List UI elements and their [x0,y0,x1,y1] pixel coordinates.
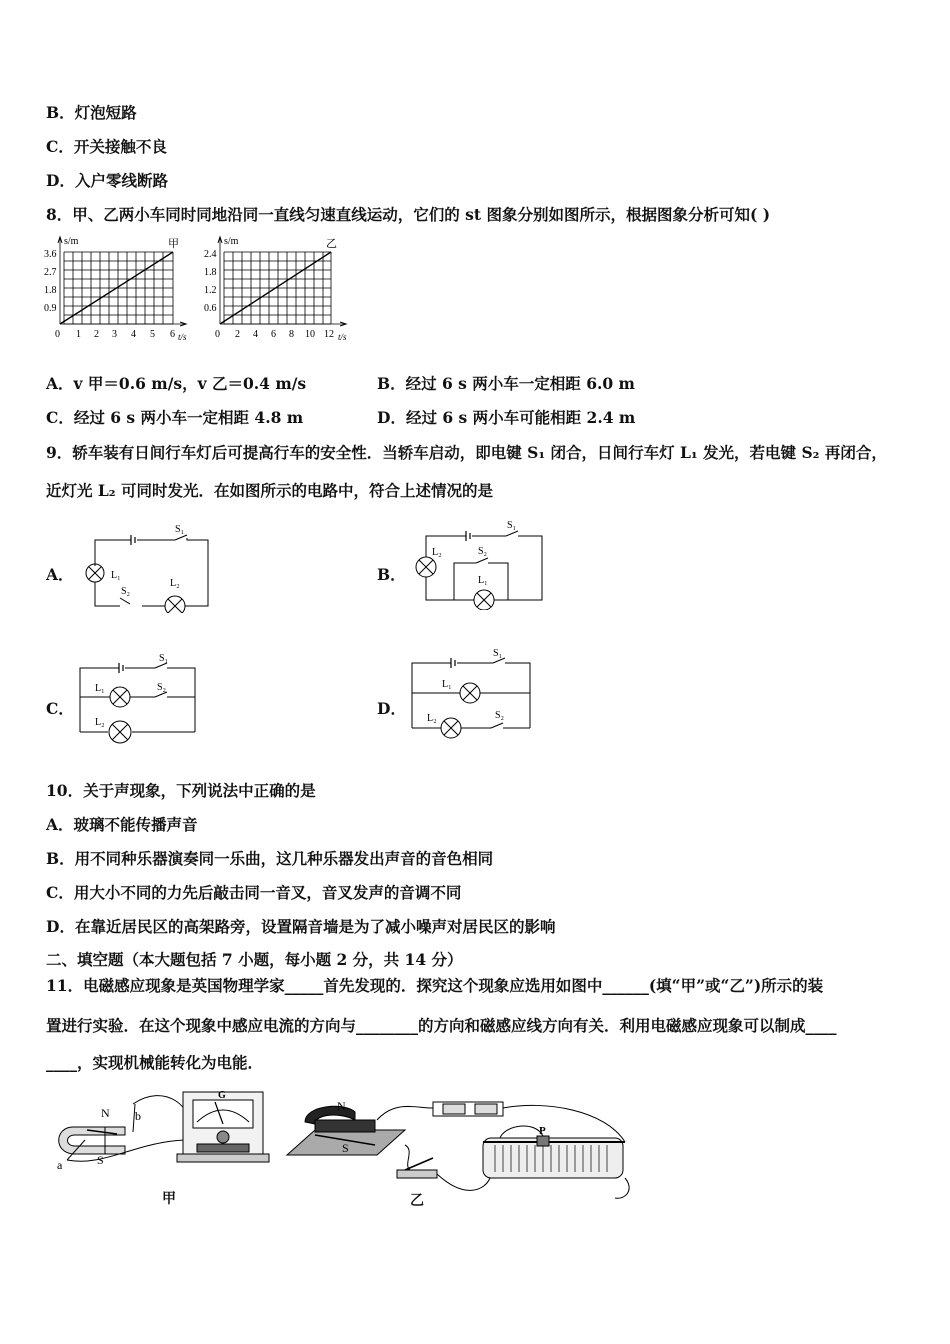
label-l2: L₂ [427,713,437,724]
label-p: P [539,1125,546,1137]
q10-option-d: D．在靠近居民区的高架路旁，设置隔音墙是为了减小噪声对居民区的影响 [46,917,556,936]
switch-s2-icon [476,558,488,563]
q7-option-b: B．灯泡短路 [46,103,137,122]
graph-jia-xtick: 4 [131,329,136,340]
switch-s1-icon [175,535,187,540]
graph-yi-ytick: 2.4 [204,249,217,260]
q10-stem: 10．关于声现象，下列说法中正确的是 [46,781,316,800]
graph-jia-xtick: 2 [94,329,99,340]
battery-icon [451,658,455,668]
q8-option-b: B．经过 6 s 两小车一定相距 6.0 m [377,374,635,393]
rheostat-icon [483,1138,623,1178]
label-s1: S₁ [493,648,503,659]
label-s1: S₁ [507,520,517,531]
label-l2: L₂ [95,717,105,728]
switch-s2-icon [491,723,503,728]
label-b: b [135,1109,141,1123]
graph-yi-xlabel: t/s [338,332,347,342]
label-l2: L₂ [170,578,180,589]
section-2-title: 二、填空题（本大题包括 7 小题，每小题 2 分，共 14 分） [46,950,463,969]
label-a: a [57,1158,63,1172]
graph-jia-ytick: 3.6 [44,249,57,260]
q11-line3: ____，实现机械能转化为电能． [46,1053,264,1072]
label-s: S [342,1141,349,1155]
label-l2: L₂ [432,547,442,558]
graph-yi-ytick: 1.2 [204,285,217,296]
graph-yi-xtick: 8 [289,329,294,340]
label-l1: L₁ [478,575,488,586]
graph-jia-ylabel: s/m [64,236,79,247]
battery-icon [119,663,123,673]
graph-jia-ytick: 2.7 [44,267,57,278]
q10-option-b: B．用不同种乐器演奏同一乐曲，这几种乐器发出声音的音色相同 [46,849,494,868]
battery-icon [466,531,470,541]
graph-jia-ytick: 0.9 [44,303,57,314]
graph-yi-xtick: 2 [235,329,240,340]
label-n: N [101,1106,110,1120]
caption-jia: 甲 [162,1191,176,1207]
label-s2: S₂ [478,546,488,557]
lamp-l2-icon [165,596,185,613]
q8-stem: 8．甲、乙两小车同时同地沿同一直线匀速直线运动，它们的 st 图象分别如图所示，根据图象分析可知( ) [46,205,771,224]
q8-option-c: C．经过 6 s 两小车一定相距 4.8 m [46,408,304,427]
circuit-b [410,515,555,610]
label-l1: L₁ [442,679,452,690]
q9-label-a: A． [46,565,74,584]
q9-stem-line2: 近灯光 L₂ 可同时发光．在如图所示的电路中，符合上述情况的是 [46,481,493,500]
graph-yi-ytick: 1.8 [204,267,217,278]
label-l1: L₁ [95,683,105,694]
q9-label-b: B． [377,565,406,584]
label-s2: S₂ [121,586,131,597]
label-g: G [218,1090,226,1101]
graph-jia-xlabel: t/s [178,332,187,342]
figure-yi [285,1090,645,1205]
graph-yi-xtick: 10 [305,329,315,340]
graph-yi-xtick: 0 [215,329,220,340]
q10-option-a: A．玻璃不能传播声音 [46,815,198,834]
graph-yi-ylabel: s/m [224,236,239,247]
q7-option-c: C．开关接触不良 [46,137,167,156]
circuit-c [75,650,205,750]
figure-jia [45,1082,280,1172]
q11-line2: 置进行实验．在这个现象中感应电流的方向与________的方向和磁感应线方向有关．利用电磁感应现象可以制成____ [46,1016,837,1035]
battery-icon [131,535,135,545]
graph-jia-xtick: 1 [76,329,81,340]
circuit-a [75,518,220,613]
graph-jia-xtick: 5 [150,329,155,340]
label-n: N [337,1099,346,1113]
q7-option-d: D．入户零线断路 [46,171,168,190]
q8-option-a: A．v 甲＝0.6 m/s，v 乙＝0.4 m/s [46,374,307,393]
q8-option-d: D．经过 6 s 两小车可能相距 2.4 m [377,408,636,427]
graph-jia [40,232,200,344]
graph-jia-xtick: 6 [170,329,175,340]
graph-jia-xtick: 0 [55,329,60,340]
graph-jia-xtick: 3 [112,329,117,340]
q9-stem-line1: 9．轿车装有日间行车灯后可提高行车的安全性．当轿车启动，即电键 S₁ 闭合，日间行车灯 L₁ 发光，若电键 S₂ 再闭合， [46,443,887,462]
switch-icon [397,1170,437,1178]
switch-s1-icon [506,531,518,536]
label-s1: S₁ [159,653,169,664]
label-s2: S₂ [495,710,505,721]
q9-label-c: C． [46,699,74,718]
graph-yi-xtick: 6 [271,329,276,340]
graph-yi [200,232,360,344]
caption-yi: 乙 [410,1193,424,1209]
graph-yi-ytick: 0.6 [204,303,217,314]
label-s2: S₂ [157,682,167,693]
label-s: S [97,1153,104,1167]
q10-option-c: C．用大小不同的力先后敲击同一音叉，音叉发声的音调不同 [46,883,462,902]
graph-yi-xtick: 4 [253,329,258,340]
graph-yi-xtick: 12 [324,329,334,340]
label-s1: S₁ [175,524,185,535]
circuit-d [405,645,540,745]
q9-label-d: D． [377,699,406,718]
q11-line1: 11．电磁感应现象是英国物理学家_____首先发现的．探究这个现象应选用如图中______(填“甲”或“乙”)所示的装 [46,976,824,995]
graph-jia-title: 甲 [168,238,179,250]
graph-jia-ytick: 1.8 [44,285,57,296]
label-l1: L₁ [111,570,121,581]
graph-yi-title: 乙 [326,238,337,250]
